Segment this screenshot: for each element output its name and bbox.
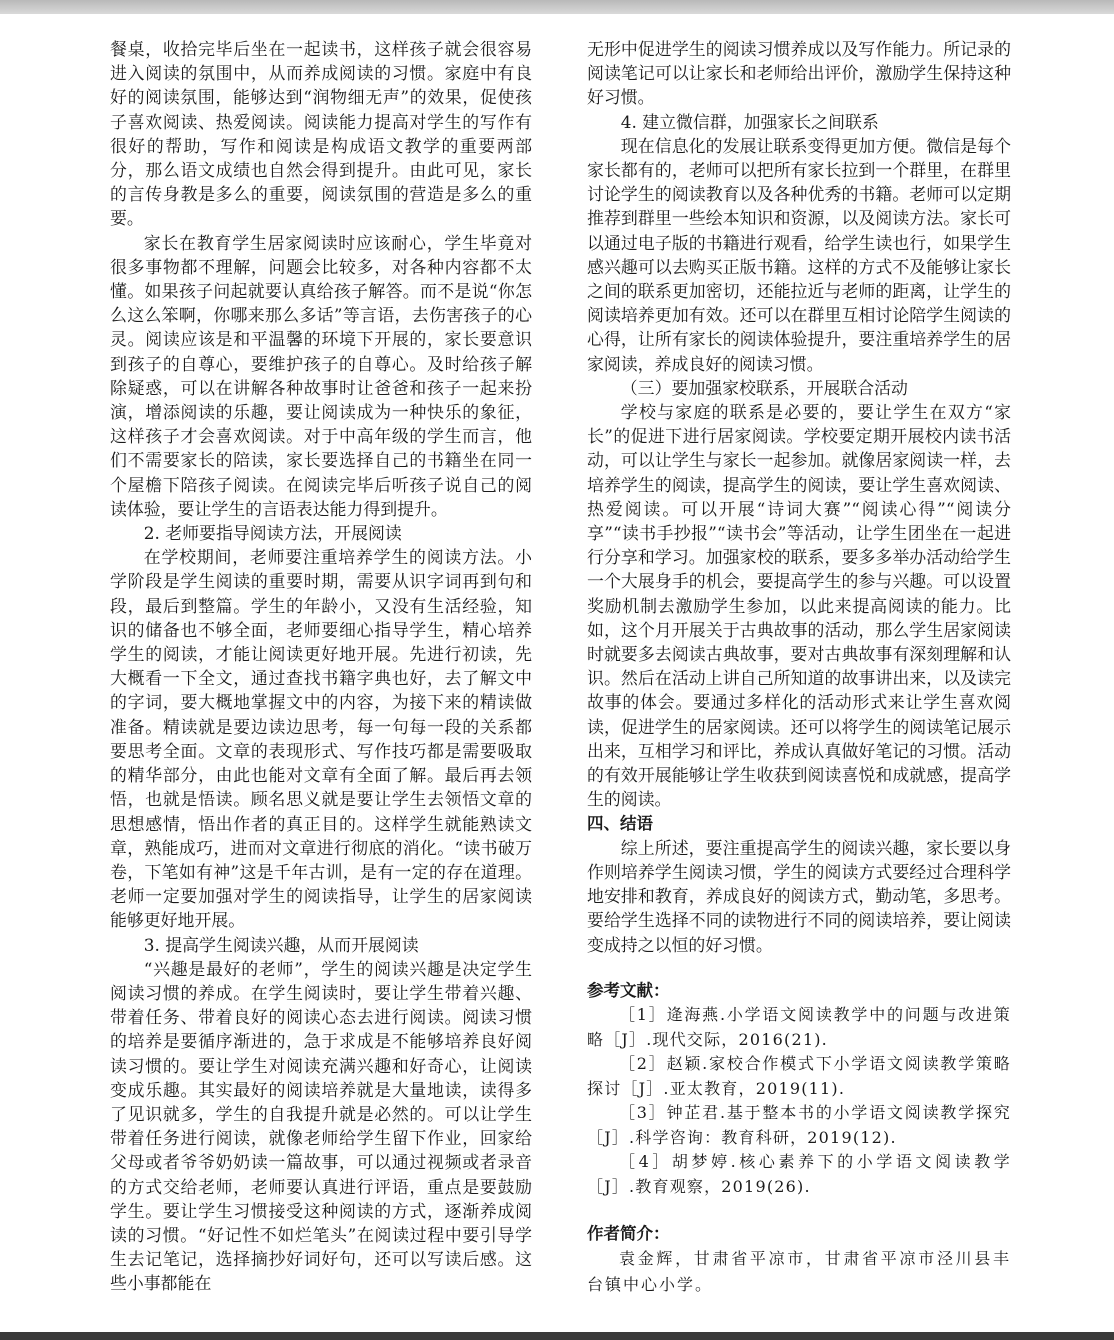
body-paragraph: 现在信息化的发展让联系变得更加方便。微信是每个家长都有的，老师可以把所有家长拉到一个群里，在群里讨论学生的阅读教育以及各种优秀的书籍。老师可以定期推荐到群里一些绘本知识和资源，以及阅读方法。家长可以通过电子版的书籍进行观看，给学生读也行，如果学生感兴趣可以去购买正版书籍。这样的方式不及能够让家长之间的联系更加密切，还能拉近与老师的距离，让学生的阅读培养更加有效。还可以在群里互相讨论陪学生阅读的心得，让所有家长的阅读体验提升，要注重培养学生的居家阅读，养成良好的阅读习惯。 bbox=[587, 135, 1011, 374]
right-column bbox=[587, 37, 1011, 1298]
body-paragraph: 家长在教育学生居家阅读时应该耐心，学生毕竟对很多事物都不理解，问题会比较多，对各种内容都不太懂。如果孩子问起就要认真给孩子解答。而不是说“你怎么这么笨啊，你哪来那么多话”等言语，去伤害孩子的心灵。阅读应该是和平温馨的环境下开展的，家长要意识到孩子的自尊心，要维护孩子的自尊心。及时给孩子解除疑惑，可以在讲解各种故事时让爸爸和孩子一起来扮演，增添阅读的乐趣，要让阅读成为一种快乐的象征，这样孩子才会喜欢阅读。对于中高年级的学生而言，他们不需要家长的陪读，家长要选择自己的书籍坐在同一个屋檐下陪孩子阅读。在阅读完毕后听孩子说自己的阅读体验，要让学生的言语表达能力得到提升。 bbox=[110, 232, 532, 519]
body-paragraph: 无形中促进学生的阅读习惯养成以及写作能力。所记录的阅读笔记可以让家长和老师给出评价，激励学生保持这种好习惯。 bbox=[587, 39, 1011, 108]
body-paragraph: 餐桌，收拾完毕后坐在一起读书，这样孩子就会很容易进入阅读的氛围中，从而养成阅读的习惯。家庭中有良好的阅读氛围，能够达到“润物细无声”的效果，促使孩子喜欢阅读、热爱阅读。阅读能力提高对学生的写作有很好的帮助，写作和阅读是构成语文教学的重要两部分，那么语文成绩也自然会得到提升。由此可见，家长的言传身教是多么的重要，阅读氛围的营造是多么的重要。 bbox=[110, 39, 532, 229]
reference-item: ［4］胡梦婷.核心素养下的小学语文阅读教学［J］.教育观察，2019(26). bbox=[587, 1152, 1011, 1197]
subsection-heading: 2. 老师要指导阅读方法，开展阅读 bbox=[143, 523, 402, 544]
top-edge-bar bbox=[0, 0, 1114, 14]
reference-item: ［3］钟芷君.基于整本书的小学语文阅读教学探究［J］.科学咨询：教育科研，2019(12). bbox=[587, 1103, 1011, 1147]
body-paragraph: 综上所述，要注重提高学生的阅读兴趣，家长要以身作则培养学生阅读习惯，学生的阅读方式要经过合理科学地安排和教育，养成良好的阅读方式，勤动笔，多思考。要给学生选择不同的读物进行不同的阅读培养，要让阅读变成持之以恒的好习惯。 bbox=[587, 837, 1011, 955]
subsection-heading: 3. 提高学生阅读兴趣，从而开展阅读 bbox=[143, 934, 419, 955]
author-heading: 作者简介： bbox=[587, 1223, 670, 1243]
section-heading: （三）要加强家校联系，开展联合活动 bbox=[620, 377, 908, 398]
left-column bbox=[110, 37, 532, 1296]
section-heading: 四、结语 bbox=[587, 813, 653, 833]
body-paragraph: 学校与家庭的联系是必要的，要让学生在双方“家长”的促进下进行居家阅读。学校要定期开展校内读书活动，可以让学生与家长一起参加。就像居家阅读一样，去培养学生的阅读，提高学生的阅读，要让学生喜欢阅读、热爱阅读。可以开展“诗词大赛”“阅读心得”“阅读分享”“读书手抄报”“读书会”等活动，让学生团坐在一起进行分享和学习。加强家校的联系，要多多举办活动给学生一个大展身手的机会，要提高学生的参与兴趣。可以设置奖励机制去激励学生参加，以此来提高阅读的能力。比如，这个月开展关于古典故事的活动，那么学生居家阅读时就要多去阅读古典故事，要对古典故事有深刻理解和认识。然后在活动上讲自己所知道的故事讲出来，以及读完故事的体会。要通过多样化的活动形式来让学生喜欢阅读，促进学生的居家阅读。还可以将学生的阅读笔记展示出来，互相学习和评比，养成认真做好笔记的习惯。活动的有效开展能够让学生收获到阅读喜悦和成就感，提高学生的阅读。 bbox=[587, 402, 1011, 810]
references-heading: 参考文献： bbox=[587, 980, 670, 1000]
reference-item: ［1］逄海燕.小学语文阅读教学中的问题与改进策略［J］.现代交际，2016(21). bbox=[587, 1004, 1011, 1049]
reference-item: ［2］赵颖.家校合作模式下小学语文阅读教学策略探讨［J］.亚太教育，2019(11). bbox=[587, 1054, 1011, 1098]
subsection-heading: 4. 建立微信群，加强家长之间联系 bbox=[620, 111, 879, 132]
body-paragraph: 在学校期间，老师要注重培养学生的阅读方法。小学阶段是学生阅读的重要时期，需要从识字词再到句和段，最后到整篇。学生的年龄小，又没有生活经验，知识的储备也不够全面，老师要细心指导学生，精心培养学生的阅读，才能让阅读更好地开展。先进行初读，先大概看一下全文，通过查找书籍字典也好，去了解文中的字词，要大概地掌握文中的内容，为接下来的精读做准备。精读就是要边读边思考，每一句每一段的关系都要思考全面。文章的表现形式、写作技巧都是需要吸取的精华部分，由此也能对文章有全面了解。最后再去领悟，也就是悟读。顾名思义就是要让学生去领悟文章的思想感情，悟出作者的真正目的。这样学生就能熟读文章，熟能成巧，进而对文章进行彻底的消化。“读书破万卷，下笔如有神”这是千年古训，是有一定的存在道理。老师一定要加强对学生的阅读指导，让学生的居家阅读能够更好地开展。 bbox=[110, 547, 532, 931]
bottom-edge-bar bbox=[0, 1332, 1114, 1340]
author-info: 袁金辉，甘肃省平凉市，甘肃省平凉市泾川县丰台镇中心小学。 bbox=[587, 1248, 1011, 1294]
body-paragraph: “兴趣是最好的老师”，学生的阅读兴趣是决定学生阅读习惯的养成。在学生阅读时，要让学生带着兴趣、带着任务、带着良好的阅读心态去进行阅读。阅读习惯的培养是要循序渐进的，急于求成是不能够培养良好阅读习惯的。要让学生对阅读充满兴趣和好奇心，让阅读变成乐趣。其实最好的阅读培养就是大量地读，读得多了见识就多，学生的自我提升就是必然的。可以让学生带着任务进行阅读，就像老师给学生留下作业，回家给父母或者爷爷奶奶读一篇故事，可以通过视频或者录音的方式交给老师，老师要认真进行评语，重点是要鼓励学生。要让学生习惯接受这种阅读的方式，逐渐养成阅读的习惯。“好记性不如烂笔头”在阅读过程中要引导学生去记笔记，选择摘抄好词好句，还可以写读后感。这些小事都能在 bbox=[110, 958, 532, 1294]
